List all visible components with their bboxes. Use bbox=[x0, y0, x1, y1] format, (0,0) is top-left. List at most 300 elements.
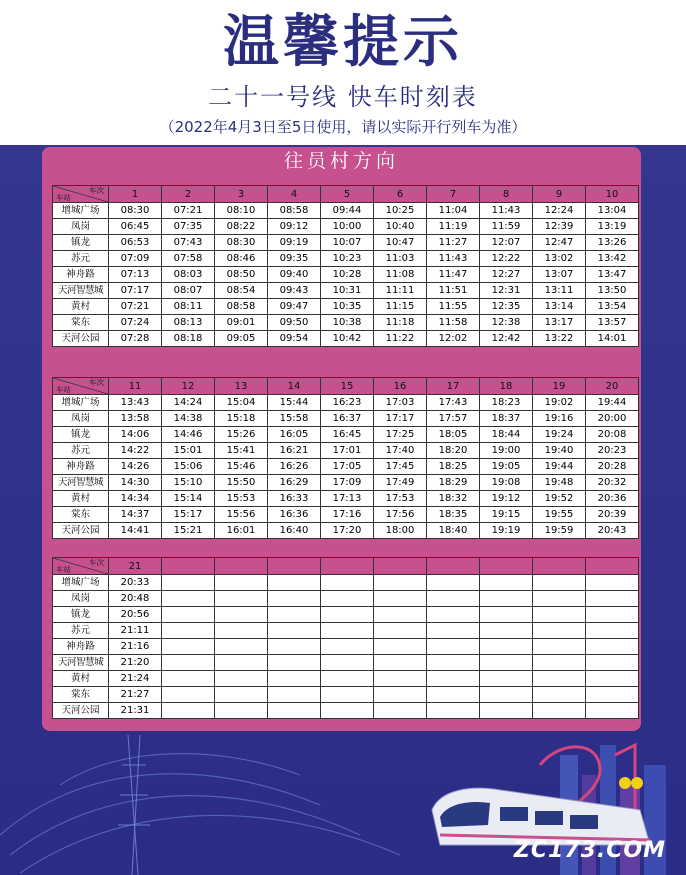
departure-time bbox=[533, 671, 586, 687]
departure-time: 08:13 bbox=[162, 315, 215, 331]
header-corner bbox=[53, 186, 109, 203]
poster-title: 温馨提示 bbox=[223, 10, 463, 75]
departure-time: 10:07 bbox=[321, 235, 374, 251]
departure-time: 21:31 bbox=[109, 703, 162, 719]
departure-time: 11:51 bbox=[427, 283, 480, 299]
departure-time bbox=[480, 639, 533, 655]
train-number: 17 bbox=[427, 378, 480, 395]
train-number: 5 bbox=[321, 186, 374, 203]
departure-time: 13:11 bbox=[533, 283, 586, 299]
departure-time: 15:56 bbox=[215, 507, 268, 523]
station-name: 黄村 bbox=[53, 299, 109, 315]
departure-time: 12:42 bbox=[480, 331, 533, 347]
departure-time: 16:05 bbox=[268, 427, 321, 443]
departure-time: 08:03 bbox=[162, 267, 215, 283]
departure-time: 06:53 bbox=[109, 235, 162, 251]
departure-time: 10:25 bbox=[374, 203, 427, 219]
departure-time: 19:16 bbox=[533, 411, 586, 427]
departure-time: 19:44 bbox=[586, 395, 639, 411]
departure-time: 20:28 bbox=[586, 459, 639, 475]
departure-time: 19:12 bbox=[480, 491, 533, 507]
departure-time: 07:28 bbox=[109, 331, 162, 347]
departure-time: 21:20 bbox=[109, 655, 162, 671]
departure-time: 11:55 bbox=[427, 299, 480, 315]
train-number: 10 bbox=[586, 186, 639, 203]
departure-time bbox=[268, 655, 321, 671]
departure-time: 21:16 bbox=[109, 639, 162, 655]
departure-time: 13:19 bbox=[586, 219, 639, 235]
corner-train-label: 车次 bbox=[89, 378, 104, 387]
departure-time: 15:58 bbox=[268, 411, 321, 427]
train-number: 3 bbox=[215, 186, 268, 203]
corner-train-label: 车次 bbox=[89, 558, 104, 567]
departure-time: 20:36 bbox=[586, 491, 639, 507]
departure-time: 19:59 bbox=[533, 523, 586, 539]
departure-time bbox=[268, 703, 321, 719]
departure-time bbox=[427, 591, 480, 607]
departure-time: 19:44 bbox=[533, 459, 586, 475]
departure-time bbox=[268, 639, 321, 655]
table-row bbox=[53, 283, 639, 299]
departure-time: 15:41 bbox=[215, 443, 268, 459]
departure-time: 07:58 bbox=[162, 251, 215, 267]
departure-time: 15:18 bbox=[215, 411, 268, 427]
direction-title: 往员村方向 bbox=[283, 150, 399, 172]
table-row bbox=[53, 623, 639, 639]
train-number bbox=[374, 558, 427, 575]
station-name: 镇龙 bbox=[53, 607, 109, 623]
table-row bbox=[53, 639, 639, 655]
departure-time bbox=[586, 639, 639, 655]
departure-time: 08:30 bbox=[215, 235, 268, 251]
departure-time: 08:18 bbox=[162, 331, 215, 347]
train-number bbox=[268, 558, 321, 575]
departure-time: 19:15 bbox=[480, 507, 533, 523]
departure-time bbox=[586, 687, 639, 703]
departure-time: 14:41 bbox=[109, 523, 162, 539]
departure-time: 15:17 bbox=[162, 507, 215, 523]
table-row bbox=[53, 315, 639, 331]
station-name: 增城广场 bbox=[53, 395, 109, 411]
departure-time: 16:26 bbox=[268, 459, 321, 475]
departure-time: 17:45 bbox=[374, 459, 427, 475]
corner-station-label: 车站 bbox=[56, 193, 71, 202]
departure-time bbox=[533, 575, 586, 591]
departure-time bbox=[215, 623, 268, 639]
departure-time bbox=[321, 591, 374, 607]
departure-time: 10:40 bbox=[374, 219, 427, 235]
departure-time: 13:42 bbox=[586, 251, 639, 267]
departure-time bbox=[480, 671, 533, 687]
departure-time: 18:40 bbox=[427, 523, 480, 539]
departure-time bbox=[374, 655, 427, 671]
train-number bbox=[586, 558, 639, 575]
table-row bbox=[53, 219, 639, 235]
departure-time: 21:27 bbox=[109, 687, 162, 703]
departure-time bbox=[215, 591, 268, 607]
departure-time bbox=[268, 623, 321, 639]
table-row bbox=[53, 575, 639, 591]
departure-time: 18:25 bbox=[427, 459, 480, 475]
departure-time: 08:10 bbox=[215, 203, 268, 219]
departure-time: 09:35 bbox=[268, 251, 321, 267]
table-row bbox=[53, 299, 639, 315]
departure-time: 08:30 bbox=[109, 203, 162, 219]
station-name: 天河智慧城 bbox=[53, 283, 109, 299]
departure-time bbox=[374, 591, 427, 607]
departure-time: 11:19 bbox=[427, 219, 480, 235]
departure-time: 17:17 bbox=[374, 411, 427, 427]
departure-time bbox=[268, 575, 321, 591]
departure-time: 16:23 bbox=[321, 395, 374, 411]
departure-time: 20:23 bbox=[586, 443, 639, 459]
departure-time: 08:11 bbox=[162, 299, 215, 315]
departure-time bbox=[374, 623, 427, 639]
departure-time: 17:05 bbox=[321, 459, 374, 475]
departure-time: 14:38 bbox=[162, 411, 215, 427]
table-row bbox=[53, 443, 639, 459]
departure-time: 15:04 bbox=[215, 395, 268, 411]
departure-time: 20:39 bbox=[586, 507, 639, 523]
departure-time bbox=[162, 607, 215, 623]
departure-time: 20:33 bbox=[109, 575, 162, 591]
departure-time: 20:08 bbox=[586, 427, 639, 443]
departure-time bbox=[374, 687, 427, 703]
departure-time bbox=[321, 575, 374, 591]
departure-time: 16:29 bbox=[268, 475, 321, 491]
departure-time bbox=[586, 607, 639, 623]
table-row bbox=[53, 687, 639, 703]
departure-time bbox=[533, 703, 586, 719]
departure-time bbox=[533, 607, 586, 623]
departure-time: 14:22 bbox=[109, 443, 162, 459]
departure-time bbox=[480, 687, 533, 703]
departure-time: 08:07 bbox=[162, 283, 215, 299]
departure-time: 16:21 bbox=[268, 443, 321, 459]
departure-time bbox=[480, 703, 533, 719]
departure-time: 17:43 bbox=[427, 395, 480, 411]
station-name: 神舟路 bbox=[53, 267, 109, 283]
departure-time: 08:58 bbox=[268, 203, 321, 219]
departure-time: 13:57 bbox=[586, 315, 639, 331]
poster-header bbox=[0, 0, 686, 145]
departure-time: 11:43 bbox=[427, 251, 480, 267]
train-number-header bbox=[53, 378, 639, 395]
departure-time: 08:58 bbox=[215, 299, 268, 315]
departure-time: 17:25 bbox=[374, 427, 427, 443]
departure-time: 10:47 bbox=[374, 235, 427, 251]
train-number bbox=[162, 558, 215, 575]
departure-time: 18:35 bbox=[427, 507, 480, 523]
departure-time: 09:43 bbox=[268, 283, 321, 299]
train-number: 19 bbox=[533, 378, 586, 395]
table-row bbox=[53, 475, 639, 491]
departure-time: 12:27 bbox=[480, 267, 533, 283]
train-number bbox=[533, 558, 586, 575]
table-row bbox=[53, 591, 639, 607]
table-row bbox=[53, 459, 639, 475]
departure-time: 17:49 bbox=[374, 475, 427, 491]
departure-time: 14:26 bbox=[109, 459, 162, 475]
train-number bbox=[480, 558, 533, 575]
departure-time: 16:40 bbox=[268, 523, 321, 539]
train-number: 20 bbox=[586, 378, 639, 395]
departure-time: 18:20 bbox=[427, 443, 480, 459]
usage-note: （2022年4月3日至5日使用，请以实际开行列车为准） bbox=[159, 118, 527, 136]
departure-time: 08:50 bbox=[215, 267, 268, 283]
train-number: 16 bbox=[374, 378, 427, 395]
departure-time: 13:17 bbox=[533, 315, 586, 331]
table-row bbox=[53, 331, 639, 347]
departure-time bbox=[162, 703, 215, 719]
departure-time: 07:21 bbox=[162, 203, 215, 219]
departure-time: 15:21 bbox=[162, 523, 215, 539]
departure-time: 17:20 bbox=[321, 523, 374, 539]
poster-subtitle: 二十一号线 快车时刻表 bbox=[208, 83, 478, 111]
station-name: 凤岗 bbox=[53, 411, 109, 427]
departure-time: 15:06 bbox=[162, 459, 215, 475]
departure-time: 14:24 bbox=[162, 395, 215, 411]
station-name: 镇龙 bbox=[53, 427, 109, 443]
departure-time: 11:27 bbox=[427, 235, 480, 251]
table-row bbox=[53, 267, 639, 283]
departure-time: 19:05 bbox=[480, 459, 533, 475]
departure-time: 12:35 bbox=[480, 299, 533, 315]
watermark: ZC173.COM bbox=[513, 838, 666, 863]
departure-time: 10:00 bbox=[321, 219, 374, 235]
departure-time: 19:52 bbox=[533, 491, 586, 507]
departure-time: 14:30 bbox=[109, 475, 162, 491]
station-name: 凤岗 bbox=[53, 219, 109, 235]
departure-time: 20:00 bbox=[586, 411, 639, 427]
departure-time: 15:44 bbox=[268, 395, 321, 411]
departure-time: 15:10 bbox=[162, 475, 215, 491]
table-row bbox=[53, 427, 639, 443]
departure-time: 07:43 bbox=[162, 235, 215, 251]
departure-time: 07:21 bbox=[109, 299, 162, 315]
departure-time bbox=[374, 703, 427, 719]
departure-time bbox=[321, 607, 374, 623]
departure-time bbox=[427, 671, 480, 687]
train-number: 13 bbox=[215, 378, 268, 395]
departure-time bbox=[321, 703, 374, 719]
departure-time: 11:08 bbox=[374, 267, 427, 283]
departure-time: 09:12 bbox=[268, 219, 321, 235]
departure-time: 18:37 bbox=[480, 411, 533, 427]
departure-time bbox=[374, 671, 427, 687]
departure-time: 13:07 bbox=[533, 267, 586, 283]
departure-time: 10:31 bbox=[321, 283, 374, 299]
departure-time: 18:00 bbox=[374, 523, 427, 539]
departure-time: 19:19 bbox=[480, 523, 533, 539]
departure-time: 13:50 bbox=[586, 283, 639, 299]
departure-time: 09:44 bbox=[321, 203, 374, 219]
train-number: 18 bbox=[480, 378, 533, 395]
departure-time: 18:29 bbox=[427, 475, 480, 491]
departure-time: 16:33 bbox=[268, 491, 321, 507]
timetable-block-2 bbox=[52, 377, 639, 539]
train-number: 6 bbox=[374, 186, 427, 203]
departure-time: 19:55 bbox=[533, 507, 586, 523]
table-row bbox=[53, 411, 639, 427]
departure-time: 09:05 bbox=[215, 331, 268, 347]
departure-time: 21:11 bbox=[109, 623, 162, 639]
departure-time bbox=[480, 623, 533, 639]
departure-time: 15:01 bbox=[162, 443, 215, 459]
departure-time: 20:56 bbox=[109, 607, 162, 623]
departure-time: 12:24 bbox=[533, 203, 586, 219]
train-number-header bbox=[53, 186, 639, 203]
station-name: 苏元 bbox=[53, 251, 109, 267]
departure-time: 12:22 bbox=[480, 251, 533, 267]
table-row bbox=[53, 395, 639, 411]
departure-time: 11:04 bbox=[427, 203, 480, 219]
departure-time: 17:03 bbox=[374, 395, 427, 411]
station-name: 增城广场 bbox=[53, 203, 109, 219]
departure-time: 16:45 bbox=[321, 427, 374, 443]
table-row bbox=[53, 507, 639, 523]
departure-time: 17:53 bbox=[374, 491, 427, 507]
departure-time: 12:38 bbox=[480, 315, 533, 331]
departure-time bbox=[427, 575, 480, 591]
corner-station-label: 车站 bbox=[56, 565, 71, 574]
departure-time bbox=[586, 623, 639, 639]
departure-time: 11:18 bbox=[374, 315, 427, 331]
departure-time bbox=[533, 687, 586, 703]
departure-time bbox=[374, 575, 427, 591]
departure-time bbox=[162, 671, 215, 687]
departure-time: 21:24 bbox=[109, 671, 162, 687]
departure-time: 08:22 bbox=[215, 219, 268, 235]
departure-time: 20:48 bbox=[109, 591, 162, 607]
departure-time: 11:22 bbox=[374, 331, 427, 347]
departure-time bbox=[215, 639, 268, 655]
departure-time: 11:03 bbox=[374, 251, 427, 267]
departure-time: 11:59 bbox=[480, 219, 533, 235]
departure-time bbox=[533, 655, 586, 671]
departure-time: 09:50 bbox=[268, 315, 321, 331]
departure-time: 09:47 bbox=[268, 299, 321, 315]
departure-time bbox=[321, 687, 374, 703]
station-name: 天河公园 bbox=[53, 331, 109, 347]
station-name: 天河智慧城 bbox=[53, 655, 109, 671]
departure-time: 09:54 bbox=[268, 331, 321, 347]
departure-time bbox=[427, 639, 480, 655]
departure-time: 06:45 bbox=[109, 219, 162, 235]
station-name: 神舟路 bbox=[53, 459, 109, 475]
departure-time: 10:42 bbox=[321, 331, 374, 347]
departure-time: 15:50 bbox=[215, 475, 268, 491]
departure-time: 18:32 bbox=[427, 491, 480, 507]
departure-time bbox=[374, 607, 427, 623]
departure-time: 13:43 bbox=[109, 395, 162, 411]
departure-time bbox=[162, 575, 215, 591]
train-number: 21 bbox=[109, 558, 162, 575]
departure-time: 14:37 bbox=[109, 507, 162, 523]
departure-time: 13:54 bbox=[586, 299, 639, 315]
departure-time bbox=[321, 655, 374, 671]
departure-time: 08:46 bbox=[215, 251, 268, 267]
departure-time: 11:15 bbox=[374, 299, 427, 315]
departure-time: 14:46 bbox=[162, 427, 215, 443]
departure-time: 18:05 bbox=[427, 427, 480, 443]
departure-time: 17:40 bbox=[374, 443, 427, 459]
departure-time bbox=[427, 607, 480, 623]
table-row bbox=[53, 235, 639, 251]
departure-time bbox=[480, 575, 533, 591]
departure-time bbox=[533, 639, 586, 655]
departure-time: 13:04 bbox=[586, 203, 639, 219]
train-number bbox=[321, 558, 374, 575]
departure-time: 12:02 bbox=[427, 331, 480, 347]
departure-time bbox=[321, 639, 374, 655]
train-number: 1 bbox=[109, 186, 162, 203]
departure-time: 13:22 bbox=[533, 331, 586, 347]
departure-time bbox=[427, 623, 480, 639]
departure-time bbox=[533, 623, 586, 639]
departure-time: 11:47 bbox=[427, 267, 480, 283]
departure-time bbox=[586, 703, 639, 719]
departure-time: 10:28 bbox=[321, 267, 374, 283]
departure-time: 16:01 bbox=[215, 523, 268, 539]
departure-time: 20:32 bbox=[586, 475, 639, 491]
train-number: 8 bbox=[480, 186, 533, 203]
departure-time bbox=[215, 607, 268, 623]
departure-time bbox=[268, 607, 321, 623]
station-name: 增城广场 bbox=[53, 575, 109, 591]
station-name: 黄村 bbox=[53, 671, 109, 687]
train-number: 9 bbox=[533, 186, 586, 203]
departure-time: 08:54 bbox=[215, 283, 268, 299]
departure-time: 19:48 bbox=[533, 475, 586, 491]
departure-time: 11:43 bbox=[480, 203, 533, 219]
departure-time bbox=[480, 591, 533, 607]
departure-time bbox=[586, 671, 639, 687]
departure-time: 07:13 bbox=[109, 267, 162, 283]
station-name: 镇龙 bbox=[53, 235, 109, 251]
departure-time: 14:01 bbox=[586, 331, 639, 347]
train-number: 14 bbox=[268, 378, 321, 395]
departure-time: 18:44 bbox=[480, 427, 533, 443]
departure-time: 12:39 bbox=[533, 219, 586, 235]
departure-time: 17:09 bbox=[321, 475, 374, 491]
departure-time: 15:53 bbox=[215, 491, 268, 507]
train-number bbox=[427, 558, 480, 575]
departure-time: 10:38 bbox=[321, 315, 374, 331]
departure-time: 18:23 bbox=[480, 395, 533, 411]
departure-time: 15:14 bbox=[162, 491, 215, 507]
departure-time: 17:13 bbox=[321, 491, 374, 507]
departure-time: 16:37 bbox=[321, 411, 374, 427]
header-corner bbox=[53, 378, 109, 395]
departure-time: 14:06 bbox=[109, 427, 162, 443]
departure-time bbox=[586, 575, 639, 591]
departure-time: 12:31 bbox=[480, 283, 533, 299]
train-number: 7 bbox=[427, 186, 480, 203]
timetable-block-1 bbox=[52, 185, 639, 347]
departure-time bbox=[586, 591, 639, 607]
station-name: 天河公园 bbox=[53, 523, 109, 539]
departure-time bbox=[162, 655, 215, 671]
departure-time: 14:34 bbox=[109, 491, 162, 507]
departure-time: 12:47 bbox=[533, 235, 586, 251]
departure-time: 07:09 bbox=[109, 251, 162, 267]
departure-time: 17:01 bbox=[321, 443, 374, 459]
station-name: 棠东 bbox=[53, 687, 109, 703]
departure-time: 15:46 bbox=[215, 459, 268, 475]
departure-time bbox=[215, 687, 268, 703]
departure-time: 07:35 bbox=[162, 219, 215, 235]
